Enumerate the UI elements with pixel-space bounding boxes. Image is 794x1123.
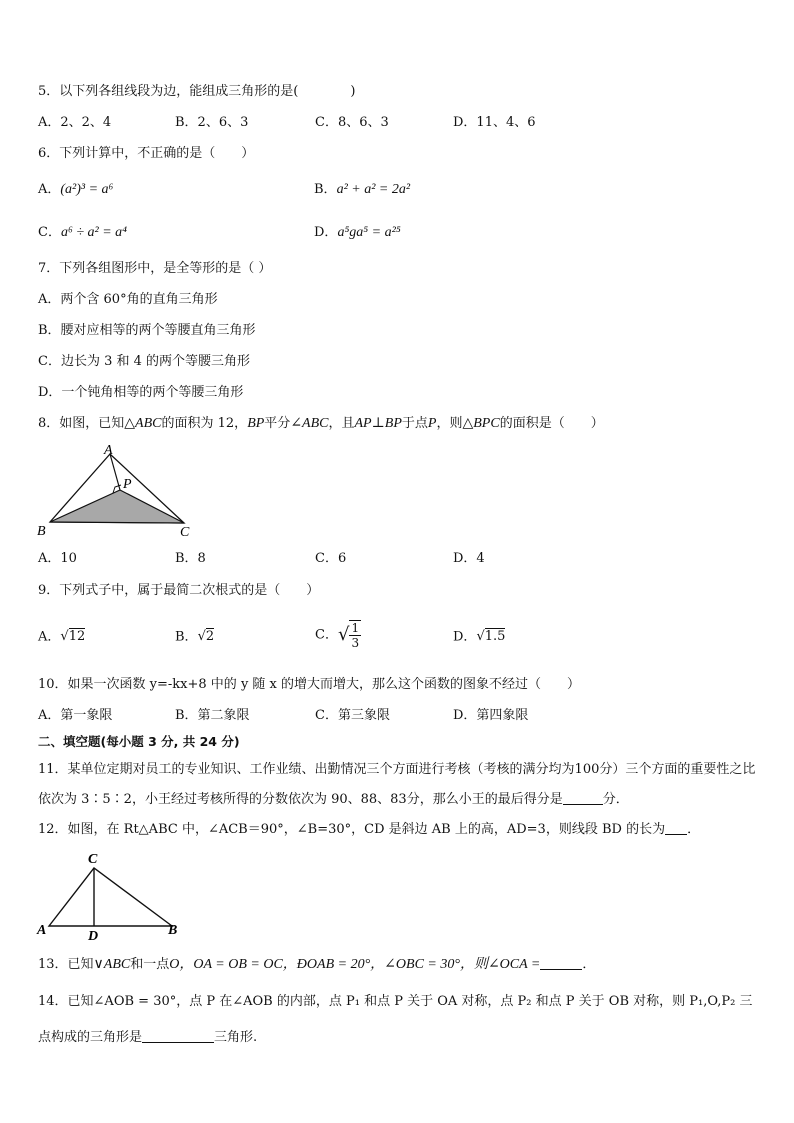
q6-option-a-expr: (a²)³ = a⁶ <box>60 182 114 197</box>
q8-option-b: B．8 <box>175 551 206 566</box>
q9-option-b-radicand: 2 <box>205 629 215 644</box>
q8-text: 的面积是（ ） <box>499 416 604 431</box>
q6-option-a <box>38 181 113 199</box>
question-10-options <box>38 707 758 727</box>
q11-text: 11．某单位定期对员工的专业知识、工作业绩、出勤情况三个方面进行考核（考核的满分均为100分）三个方面的重要性之比依次为 3∶5∶2，小王经过考核所得的分数依次为 90、88、83分，那么小王的最后得分是 <box>38 762 756 807</box>
q8-math: P <box>427 416 437 431</box>
q9-option-d-label: D． <box>453 629 477 645</box>
q13-text: 13．已知 <box>38 957 94 972</box>
q12-text: 12．如图，在 Rt△ABC 中，∠ACB＝90°，∠B=30°，CD 是斜边 AB 上的高，AD=3，则线段 BD 的长为 <box>38 822 666 837</box>
q5-option-a: A．2、2、4 <box>38 115 112 130</box>
q8-text: 平分 <box>264 416 291 431</box>
q10-option-a: A．第一象限 <box>38 708 113 723</box>
question-5-options <box>38 114 758 134</box>
q9-option-a <box>38 628 85 647</box>
q8-text: ，且 <box>328 416 355 431</box>
question-14-line1: 14．已知∠AOB = 30°，点 P 在∠AOB 的内部，点 P₁ 和点 P 关于 OA 对称，点 P₂ 和点 P 关于 OB 对称，则 P₁,O,P₂ 三 <box>38 994 753 1009</box>
label-b: B <box>37 524 46 539</box>
question-6-options-row1 <box>38 181 758 201</box>
q6-option-c-expr: a⁶ ÷ a² = a⁴ <box>60 225 128 240</box>
question-8-stem <box>38 415 604 433</box>
q10-option-b: B．第二象限 <box>175 708 250 723</box>
label-d: D <box>88 929 99 943</box>
q9-option-c-numerator: 1 <box>351 621 360 635</box>
question-10-stem: 10．如果一次函数 y=-kx+8 中的 y 随 x 的增大而增大，那么这个函数的图象不经过（ ） <box>38 677 581 692</box>
q13-text-end: ． <box>582 957 596 972</box>
shaded-triangle-bpc <box>50 490 184 523</box>
q7-option-c: C．边长为 3 和 4 的两个等腰三角形 <box>38 354 251 369</box>
q8-option-d: D．4 <box>453 551 485 566</box>
answer-blank[interactable] <box>665 821 687 835</box>
q14-text: 点构成的三角形是 <box>38 1030 143 1045</box>
q14-text-end: 三角形. <box>214 1030 258 1045</box>
q5-option-d: D．11、4、6 <box>453 115 536 130</box>
q8-text: 的面积为 12， <box>161 416 248 431</box>
label-b: B <box>168 923 178 938</box>
q8-math: BP <box>247 416 265 431</box>
q8-option-a: A．10 <box>38 551 77 566</box>
q6-option-c-label: C． <box>38 225 61 240</box>
question-12 <box>38 821 700 839</box>
sqrt-symbol: √ <box>337 624 350 645</box>
sqrt-symbol: √1.5 <box>476 629 506 644</box>
answer-blank[interactable] <box>540 956 582 970</box>
question-9-stem: 9．下列式子中，属于最简二次根式的是（ ） <box>38 583 320 598</box>
q13-math: ∨ABC <box>93 957 131 972</box>
q7-option-b: B．腰对应相等的两个等腰直角三角形 <box>38 323 256 338</box>
q6-option-a-label: A． <box>38 182 61 197</box>
q9-option-c-label: C． <box>315 627 338 643</box>
q6-option-c <box>38 224 127 242</box>
q13-math: O <box>169 957 180 972</box>
label-c: C <box>180 525 190 540</box>
q6-option-b-expr: a² + a² = 2a² <box>336 182 411 197</box>
question-11 <box>38 755 756 815</box>
section-2-title: 二、填空题(每小题 3 分, 共 24 分) <box>38 734 240 749</box>
q6-option-d-expr: a⁵ga⁵ = a²⁵ <box>337 225 401 240</box>
q8-text: ，则 <box>436 416 463 431</box>
answer-blank[interactable] <box>563 791 603 805</box>
q5-option-c: C．8、6、3 <box>315 115 389 130</box>
q7-option-a: A．两个含 60°角的直角三角形 <box>38 292 218 307</box>
q9-option-c-denominator: 3 <box>351 636 360 650</box>
label-p: P <box>123 477 132 492</box>
q9-option-c-fraction <box>349 620 361 650</box>
triangle-abc <box>49 868 172 926</box>
question-8-options <box>38 550 758 570</box>
q5-option-b: B．2、6、3 <box>175 115 249 130</box>
question-9-options <box>38 620 758 658</box>
q9-option-a-label: A． <box>38 629 61 645</box>
q13-math: ，OA = OB = OC，ÐOAB = 20°，∠OBC = 30°，则∠OCA = <box>179 957 541 972</box>
sqrt-symbol: √12 <box>60 629 86 644</box>
q8-math: △ABC <box>124 416 162 431</box>
sqrt-symbol: √2 <box>197 629 215 644</box>
q7-option-d: D．一个钝角相等的两个等腰三角形 <box>38 385 244 400</box>
q6-option-d-label: D． <box>314 225 338 240</box>
q9-option-c <box>315 620 361 650</box>
question-13 <box>38 956 595 974</box>
label-a: A <box>37 923 47 938</box>
q6-option-b-label: B． <box>314 182 337 197</box>
q9-option-a-radicand: 12 <box>68 629 86 644</box>
q12-text-end: ． <box>687 822 701 837</box>
label-a: A <box>104 443 113 458</box>
question-6-options-row2 <box>38 224 758 244</box>
q8-math: △BPC <box>462 416 500 431</box>
q13-text: 和一点 <box>130 957 170 972</box>
q9-option-d-radicand: 1.5 <box>484 629 506 644</box>
q12-right-triangle-figure <box>34 848 184 943</box>
label-c: C <box>88 852 98 867</box>
q10-option-d: D．第四象限 <box>453 708 529 723</box>
q10-option-c: C．第三象限 <box>315 708 390 723</box>
question-6-stem: 6．下列计算中，不正确的是（ ） <box>38 146 255 161</box>
q8-text: 于点 <box>401 416 428 431</box>
q8-math: AP⊥BP <box>354 416 402 431</box>
answer-blank[interactable] <box>142 1029 214 1043</box>
question-5-stem: 5．以下列各组线段为边，能组成三角形的是( ) <box>38 84 356 99</box>
question-14-line2 <box>38 1029 257 1047</box>
question-7-stem: 7．下列各组图形中，是全等形的是（ ） <box>38 261 272 276</box>
q9-option-b <box>175 628 214 647</box>
q8-text: 8．如图，已知 <box>38 416 125 431</box>
q8-math: ∠ABC <box>290 416 329 431</box>
q8-option-c: C．6 <box>315 551 347 566</box>
q6-option-d <box>314 224 401 242</box>
q8-triangle-figure <box>34 442 204 542</box>
q9-option-b-label: B． <box>175 629 198 645</box>
q6-option-b <box>314 181 410 199</box>
q11-text-end: 分． <box>602 792 629 807</box>
q9-option-d <box>453 628 505 647</box>
